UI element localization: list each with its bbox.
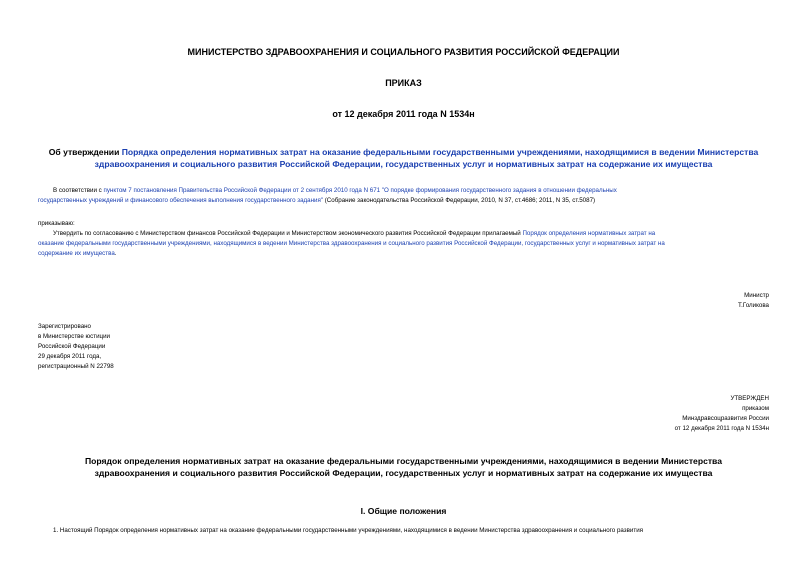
clause-text: Утвердить по согласованию с Министерством финансов Российской Федерации и Министерством экономического развития Российской Федерации прилагаемый	[53, 230, 523, 237]
approval-line: Минздравсоцразвития России	[682, 415, 769, 422]
clause-link-line2[interactable]: оказание федеральными государственными учреждениями, находящимися в ведении Министерства здравоохранения и социального развития Российской Федерации, государственных услуг и нормативных затрат на	[38, 240, 665, 247]
approval-line: от 12 декабря 2011 года N 1534н	[674, 425, 769, 432]
registration-block	[38, 322, 114, 372]
approval-block	[675, 394, 769, 434]
preamble-line2	[38, 196, 769, 206]
clause-line2	[38, 239, 769, 249]
registration-line: регистрационный N 22798	[38, 363, 114, 370]
clause-link-a[interactable]: Порядок определения нормативных затрат на	[522, 230, 656, 237]
clause-end: .	[114, 250, 117, 257]
approval-line: приказом	[742, 405, 769, 412]
order-date-number: от 12 декабря 2011 года N 1534н	[332, 109, 475, 119]
clause-link-line3[interactable]: содержание их имущества	[38, 250, 115, 257]
preamble-link-line2[interactable]: государственных учреждений и финансового обеспечения выполнения государственного задания"	[38, 197, 324, 204]
document-type: ПРИКАЗ	[385, 78, 422, 88]
order-title	[0, 146, 807, 170]
preamble-end: (Собрание законодательства Российской Федерации, 2010, N 37, ст.4686; 2011, N 35, ст.5087)	[323, 197, 596, 204]
signature-position: Министр	[744, 292, 769, 299]
registration-line: Российской Федерации	[38, 343, 106, 350]
section-paragraph-1	[38, 526, 769, 536]
registration-line: 29 декабря 2011 года,	[38, 353, 102, 360]
order-word: приказываю:	[38, 220, 75, 227]
annex-title	[0, 455, 807, 479]
title-link-line1[interactable]: Порядка определения нормативных затрат на оказание федеральными государственными учреждениями, находящимися в ведении Министерства	[121, 147, 759, 157]
title-prefix: Об утверждении	[48, 147, 122, 157]
preamble-link-line1[interactable]: пунктом 7 постановления Правительства Российской Федерации от 2 сентября 2010 года N 671 "О порядке формирования государственного задания в отношении федеральных	[103, 187, 617, 194]
approval-line: УТВЕРЖДЕН	[730, 395, 769, 402]
title-link-line2[interactable]: здравоохранения и социального развития Российской Федерации, государственных услуг и нормативных затрат на содержание их имущества	[94, 159, 713, 169]
preamble-start: В соответствии с	[53, 187, 104, 194]
ministry-heading: МИНИСТЕРСТВО ЗДРАВООХРАНЕНИЯ И СОЦИАЛЬНОГО РАЗВИТИЯ РОССИЙСКОЙ ФЕДЕРАЦИИ	[187, 47, 620, 57]
registration-line: в Министерстве юстиции	[38, 333, 111, 340]
registration-line: Зарегистрировано	[38, 323, 91, 330]
paragraph-text: 1. Настоящий Порядок определения нормативных затрат на оказание федеральными государственными учреждениями, находящимися в ведении Министерства здравоохранения и социального развития	[53, 527, 644, 534]
clause-line3	[38, 249, 117, 259]
signature-name: Т.Голикова	[738, 302, 769, 309]
annex-title-line2: здравоохранения и социального развития Российской Федерации, государственных услуг и нормативных затрат на содержание их имущества	[94, 468, 713, 478]
clause-line1	[53, 229, 769, 239]
signature-block	[738, 291, 769, 311]
annex-title-line1: Порядок определения нормативных затрат на оказание федеральными государственными учреждениями, находящимися в ведении Министерства	[84, 456, 723, 466]
preamble-paragraph	[38, 186, 769, 196]
section-heading: I. Общие положения	[360, 506, 447, 516]
